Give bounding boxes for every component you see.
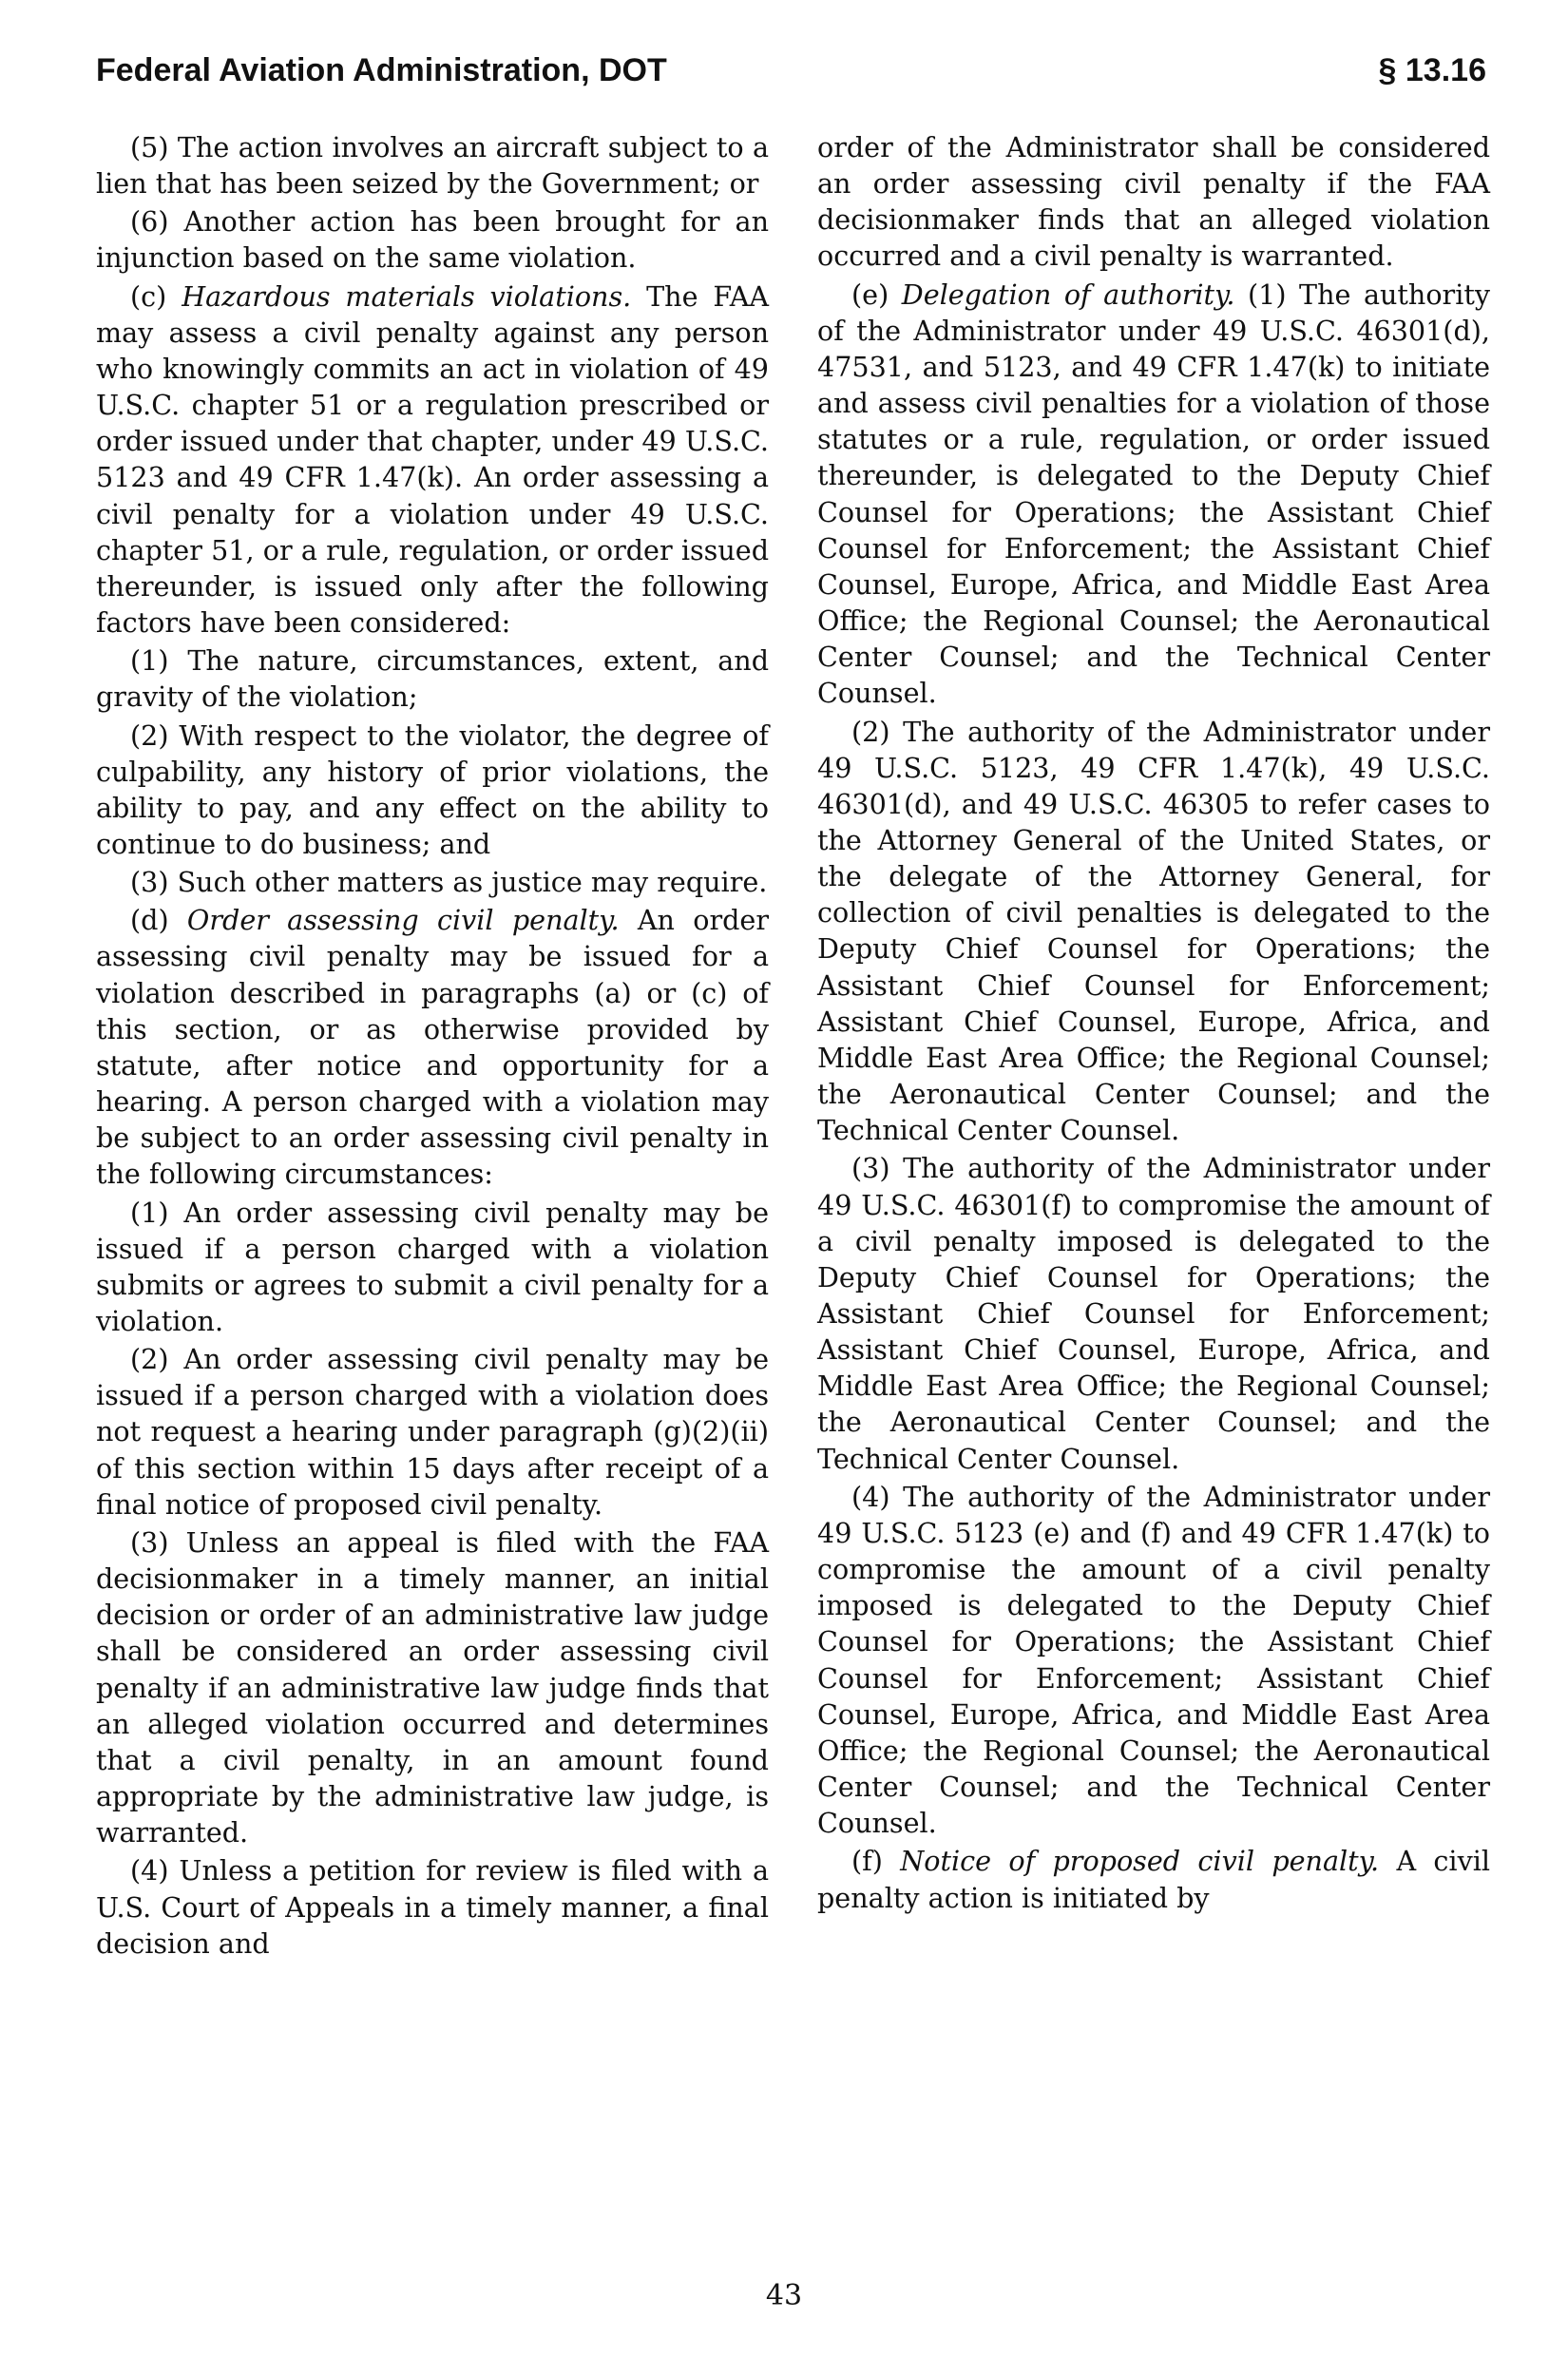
paragraph-c1: (1) The nature, circumstances, extent, and gravity of the violation; — [96, 644, 769, 714]
paragraph-b5: (5) The action involves an aircraft subject to a lien that has been seized by the Government; or — [96, 131, 769, 201]
paragraph-e2: (2) The authority of the Administrator under 49 U.S.C. 5123, 49 CFR 1.47(k), 49 U.S.C. 46301(d), and 49 U.S.C. 46305 to refer cases to the Attorney General of the United States, or the delegate of the Attorney General, for collection of civil penalties is delegated to the Deputy Chief Counsel for Operations; the Assistant Chief Counsel for Enforcement; Assistant Chief Counsel, Europe, Africa, and Middle East Area Office; the Regional Counsel; the Aeronautical Center Counsel; and the Technical Center Counsel. — [817, 715, 1490, 1147]
paragraph-b6: (6) Another action has been brought for an injunction based on the same violation. — [96, 205, 769, 275]
paragraph-d4: (4) Unless a petition for review is filed with a U.S. Court of Appeals in a timely manner, a final decision and — [96, 1854, 769, 1960]
paragraph-d3: (3) Unless an appeal is filed with the FAA decisionmaker in a timely manner, an initial decision or order of an administrative law judge shall be considered an order assessing civil penalty if an administrative law judge finds that an alleged violation occurred and determines that a civil penalty, in an amount found appropriate by the administrative law judge, is warranted. — [96, 1525, 769, 1849]
paragraph-d — [96, 902, 769, 1192]
paragraph-e4: (4) The authority of the Administrator under 49 U.S.C. 5123 (e) and (f) and 49 CFR 1.47(k) to compromise the amount of a civil penalty imposed is delegated to the Deputy Chief Counsel for Operations; the Assistant Chief Counsel for Enforcement; Assistant Chief Counsel, Europe, Africa, and Middle East Area Office; the Regional Counsel; the Aeronautical Center Counsel; and the Technical Center Counsel. — [817, 1480, 1490, 1840]
paragraph-c2: (2) With respect to the violator, the degree of culpability, any history of prior violations, the ability to pay, and any effect on the ability to continue to do business; and — [96, 719, 769, 860]
paragraph-c — [96, 278, 769, 642]
paragraph-heading: Hazardous materials violations. — [182, 279, 632, 313]
paragraph-label: (c) — [130, 279, 167, 313]
paragraph-d2: (2) An order assessing civil penalty may be issued if a person charged with a violation does not request a hearing under paragraph (g)(2)(ii) of this section within 15 days after receipt of a final notice of proposed civil penalty. — [96, 1343, 769, 1521]
paragraph-heading: Order assessing civil penalty. — [186, 904, 620, 937]
running-head: Federal Aviation Administration, DOT — [96, 52, 667, 88]
paragraph-e3: (3) The authority of the Administrator under 49 U.S.C. 46301(f) to compromise the amount of a civil penalty imposed is delegated to the Deputy Chief Counsel for Operations; the Assistant Chief Counsel for Enforcement; Assistant Chief Counsel, Europe, Africa, and Middle East Area Office; the Regional Counsel; the Aeronautical Center Counsel; and the Technical Center Counsel. — [817, 1152, 1490, 1475]
paragraph-body: The FAA may assess a civil penalty against any person who knowingly commits an act in violation of 49 U.S.C. chapter 51 or a regulation prescribed or order issued under that chapter, under 49 U.S.C. 5123 and 49 CFR 1.47(k). An order assessing a civil penalty for a violation under 49 U.S.C. chapter 51, or a rule, regulation, or order issued thereunder, is issued only after the following factors have been considered: — [96, 279, 770, 640]
paragraph-body: A civil penalty action is initiated by — [817, 1845, 1491, 1914]
paragraph-f — [817, 1843, 1490, 1915]
paragraph-d1: (1) An order assessing civil penalty may be issued if a person charged with a violation submits or agrees to submit a civil penalty for a violation. — [96, 1196, 769, 1337]
paragraph-c3: (3) Such other matters as justice may require. — [130, 866, 768, 899]
left-column — [96, 129, 769, 1962]
paragraph-label: (d) — [130, 904, 169, 937]
paragraph-e — [817, 277, 1490, 712]
paragraph-label: (e) — [851, 278, 889, 311]
paragraph-heading: Delegation of authority. — [901, 278, 1235, 311]
paragraph-body: An order assessing civil penalty may be issued for a violation described in paragraphs (a) or (c) of this section, or as otherwise provided by statute, after notice and opportunity for a hearing. A person charged with a violation may be subject to an order assessing civil penalty in the following circumstances: — [96, 904, 770, 1191]
paragraph-label: (f) — [851, 1845, 883, 1878]
paragraph-heading: Notice of proposed civil penalty. — [900, 1845, 1380, 1878]
paragraph-body: (1) The authority of the Administrator under 49 U.S.C. 46301(d), 47531, and 5123, and 49 CFR 1.47(k) to initiate and assess civil penalties for a violation of those statutes or a rule, regulation, or order issued thereunder, is delegated to the Deputy Chief Counsel for Operations; the Assistant Chief Counsel for Enforcement; the Assistant Chief Counsel, Europe, Africa, and Middle East Area Office; the Regional Counsel; the Aeronautical Center Counsel; and the Technical Center Counsel. — [817, 278, 1491, 710]
section-number: § 13.16 — [1378, 52, 1486, 88]
page-number: 43 — [765, 2279, 803, 2312]
paragraph-d4-continued: order of the Administrator shall be considered an order assessing civil penalty if the FAA decisionmaker finds that an alleged violation occurred and a civil penalty is warranted. — [817, 131, 1490, 273]
right-column — [817, 129, 1490, 1916]
